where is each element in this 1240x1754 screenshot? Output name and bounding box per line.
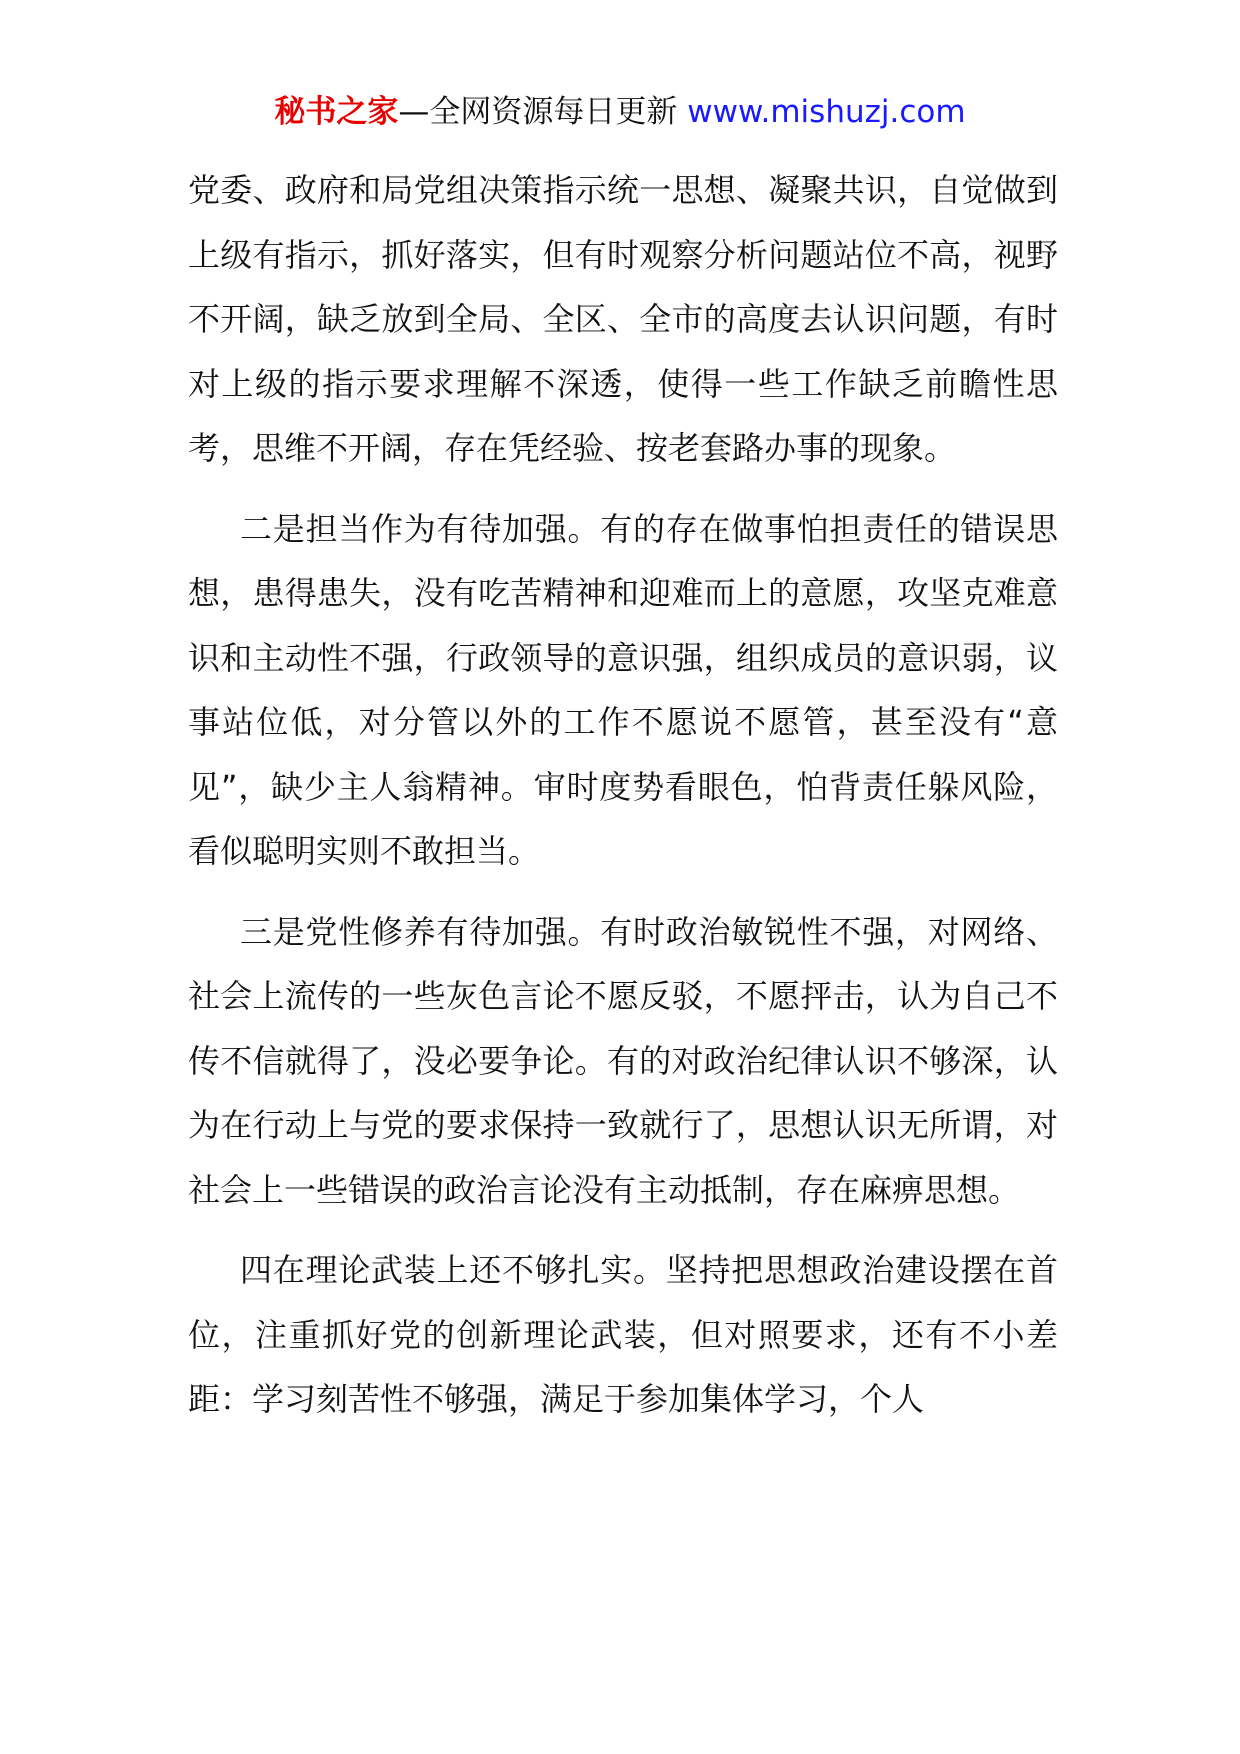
site-brand: 秘书之家 xyxy=(274,94,399,130)
paragraph-continuation: 党委、政府和局党组决策指示统一思想、凝聚共识，自觉做到上级有指示，抓好落实，但有时观察分析问题站位不高，视野不开阔，缺乏放到全局、全区、全市的高度去认识问题，有时对上级的指示要求理解不深透，使得一些工作缺乏前瞻性思考，思维不开阔，存在凭经验、按老套路办事的现象。 xyxy=(188,171,1058,467)
page-header xyxy=(0,92,1240,132)
paragraph-theory: 四在理论武装上还不够扎实。坚持把思想政治建设摆在首位，注重抓好党的创新理论武装，但对照要求，还有不小差距：学习刻苦性不够强，满足于参加集体学习，个人 xyxy=(188,1251,1058,1418)
site-url-link[interactable]: www.mishuzj.com xyxy=(687,94,966,130)
document-body xyxy=(188,158,1058,1432)
paragraph-party-spirit: 三是党性修养有待加强。有时政治敏锐性不强，对网络、社会上流传的一些灰色言论不愿反驳，不愿抨击，认为自己不传不信就得了，没必要争论。有的对政治纪律认识不够深，认为在行动上与党的要求保持一致就行了，思想认识无所谓，对社会上一些错误的政治言论没有主动抵制，存在麻痹思想。 xyxy=(188,912,1058,1209)
paragraph-responsibility: 二是担当作为有待加强。有的存在做事怕担责任的错误思想，患得患失，没有吃苦精神和迎难而上的意愿，攻坚克难意识和主动性不强，行政领导的意识强，组织成员的意识弱，议事站位低，对分管以外的工作不愿说不愿管，甚至没有“意见”，缺少主人翁精神。审时度势看眼色，怕背责任躲风险，看似聪明实则不敢担当。 xyxy=(188,509,1058,870)
site-tagline: —全网资源每日更新 xyxy=(398,94,688,130)
